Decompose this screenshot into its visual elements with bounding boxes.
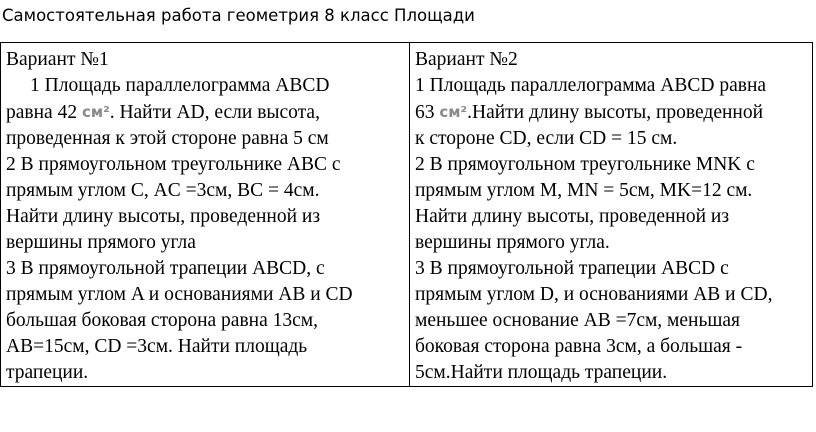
unit-cm2-formula: см² [81,103,110,121]
v1-task1-line2: равна 42 см². Найти AD, если высота, [6,102,320,123]
table-row [1,43,813,387]
variant-2-title: Вариант №2 [415,49,518,70]
v2-task3-line1: 3 В прямоугольной трапеции ABCD с [415,258,729,279]
tasks-table [0,42,813,387]
variant-1-cell [1,43,410,387]
variant-1-title: Вариант №1 [6,49,109,70]
v1-task2-line3: Найти длину высоты, проведенной из [6,206,321,227]
v1-task3-line5: трапеции. [6,362,89,383]
v2-task1-line2: 63 см².Найти длину высоты, проведенной [415,102,764,123]
v2-task1-line3: к стороне CD, если CD = 15 см. [415,128,678,149]
v1-task2-line4: вершины прямого угла [6,232,196,253]
v2-task2-line2: прямым углом M, MN = 5см, MK=12 см. [415,180,753,201]
v1-task2-line1: 2 В прямоугольном треугольнике ABC с [6,154,341,175]
v2-task3-line5: 5см.Найти площадь трапеции. [415,362,668,383]
page-title: Самостоятельная работа геометрия 8 класс Площади [2,6,475,25]
v1-task3-line4: AB=15см, CD =3см. Найти площадь [6,336,308,357]
v2-task2-line3: Найти длину высоты, проведенной из [415,206,730,227]
v2-task1-line1: 1 Площадь параллелограмма ABCD равна [415,75,767,96]
v2-task3-line3: меньшее основание AB =7см, меньшая [415,310,741,331]
v1-task2-line2: прямым углом С, AC =3см, BC = 4см. [6,180,320,201]
v2-task3-line4: боковая сторона равна 3см, а большая - [415,336,743,357]
unit-cm2-formula: см² [439,103,468,121]
v1-task3-line3: большая боковая сторона равна 13см, [6,310,318,331]
v1-task1-line1: 1 Площадь параллелограмма ABCD [30,75,330,96]
v1-task3-line1: 3 В прямоугольной трапеции ABCD, с [6,258,325,279]
v1-task3-line2: прямым углом A и основаниями AB и CD [6,284,353,305]
v2-task3-line2: прямым углом D, и основаниями AB и CD, [415,284,773,305]
variant-2-cell [410,43,813,387]
v1-task1-line3: проведенная к этой стороне равна 5 см [6,128,329,149]
v2-task2-line4: вершины прямого угла. [415,232,610,253]
v2-task2-line1: 2 В прямоугольном треугольнике MNK с [415,154,755,175]
